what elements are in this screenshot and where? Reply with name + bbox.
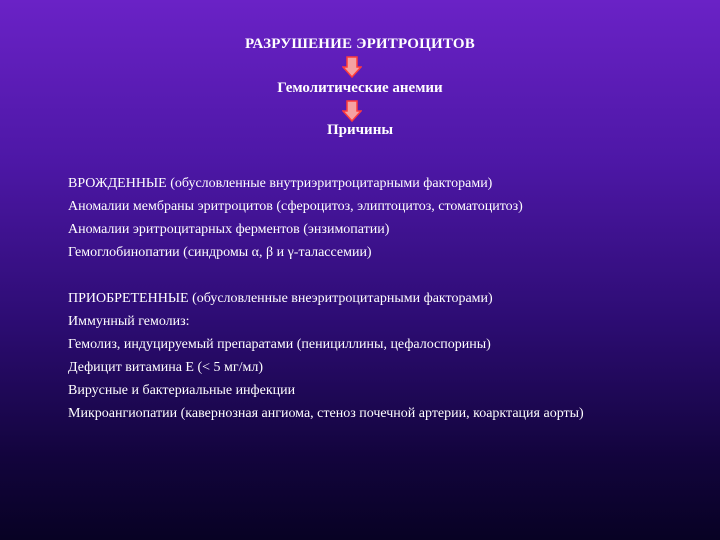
congenital-heading-note: (обусловленные внутриэритроцитарными факторами) [166,176,493,191]
list-item: Гемоглобинопатии (синдромы α, β и γ-талассемии) [68,245,372,260]
list-item: Гемолиз, индуцируемый препаратами (пенициллины, цефалоспорины) [68,337,491,352]
acquired-heading: ПРИОБРЕТЕННЫЕ [68,291,189,306]
list-item: Дефицит витамина Е (< 5 мг/мл) [68,360,264,375]
subtitle-hemolytic-anemias: Гемолитические анемии [277,80,443,96]
list-item: Вирусные и бактериальные инфекции [68,383,296,398]
congenital-causes-block [68,172,708,264]
congenital-heading: ВРОЖДЕННЫЕ [68,176,167,191]
down-arrow-icon [342,100,362,122]
acquired-causes-block [68,287,708,425]
slide-title: РАЗРУШЕНИЕ ЭРИТРОЦИТОВ [245,36,475,52]
list-item: Иммунный гемолиз: [68,314,190,329]
acquired-heading-note: (обусловленные внеэритроцитарными факторами) [188,291,493,306]
list-item: Аномалии мембраны эритроцитов (сфероцитоз, элиптоцитоз, стоматоцитоз) [68,199,523,214]
subtitle-causes: Причины [326,122,394,138]
congenital-heading-line [68,172,708,195]
list-item: Микроангиопатии (кавернозная ангиома, стеноз почечной артерии, коарктация аорты) [68,406,584,421]
down-arrow-icon [342,56,362,78]
acquired-heading-line [68,287,708,310]
list-item: Аномалии эритроцитарных ферментов (энзимопатии) [68,222,390,237]
